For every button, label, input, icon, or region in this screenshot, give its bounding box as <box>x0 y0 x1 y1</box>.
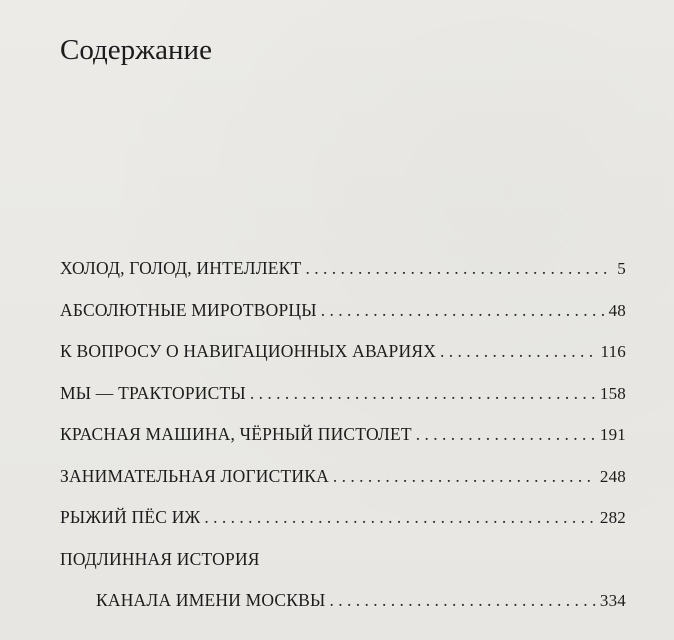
dot-leader <box>440 331 596 373</box>
dot-leader <box>330 580 596 622</box>
toc-entry-title: ПОДЛИННАЯ ИСТОРИЯ <box>60 548 260 569</box>
toc-entry-page: 282 <box>599 508 626 527</box>
toc-entry-page: 116 <box>600 342 626 361</box>
table-of-contents <box>60 248 626 622</box>
dot-leader <box>250 373 596 415</box>
toc-entry-page: 248 <box>599 466 626 486</box>
toc-entry-page: 48 <box>608 300 626 320</box>
toc-entry-title: АБСОЛЮТНЫЕ МИРОТВОРЦЫ <box>60 299 317 320</box>
dot-leader <box>333 456 596 498</box>
toc-entry <box>60 331 626 373</box>
toc-entry <box>60 497 626 539</box>
page-title: Содержание <box>60 34 212 66</box>
toc-entry <box>60 248 626 290</box>
toc-entry-page: 191 <box>599 425 626 444</box>
toc-entry-title: ХОЛОД, ГОЛОД, ИНТЕЛЛЕКТ <box>60 258 302 278</box>
toc-entry <box>60 290 626 332</box>
toc-entry <box>60 373 626 415</box>
toc-entry-title: ЗАНИМАТЕЛЬНАЯ ЛОГИСТИКА <box>60 465 329 486</box>
dot-leader <box>305 248 613 290</box>
dot-leader <box>416 414 596 456</box>
toc-entry <box>60 456 626 498</box>
toc-entry-title: К ВОПРОСУ О НАВИГАЦИОННЫХ АВАРИЯХ <box>60 341 437 361</box>
toc-entry <box>60 539 626 581</box>
dot-leader <box>321 290 605 332</box>
toc-entry-title: РЫЖИЙ ПЁС ИЖ <box>60 507 201 527</box>
toc-entry <box>60 414 626 456</box>
toc-entry-page: 334 <box>599 591 626 610</box>
toc-entry-page: 158 <box>599 383 626 403</box>
toc-entry-title: МЫ — ТРАКТОРИСТЫ <box>60 382 246 403</box>
toc-entry <box>60 580 626 622</box>
toc-entry-title: КАНАЛА ИМЕНИ МОСКВЫ <box>96 590 326 610</box>
toc-entry-title: КРАСНАЯ МАШИНА, ЧЁРНЫЙ ПИСТОЛЕТ <box>60 424 412 444</box>
toc-entry-page: 5 <box>617 259 626 278</box>
dot-leader <box>204 497 595 539</box>
